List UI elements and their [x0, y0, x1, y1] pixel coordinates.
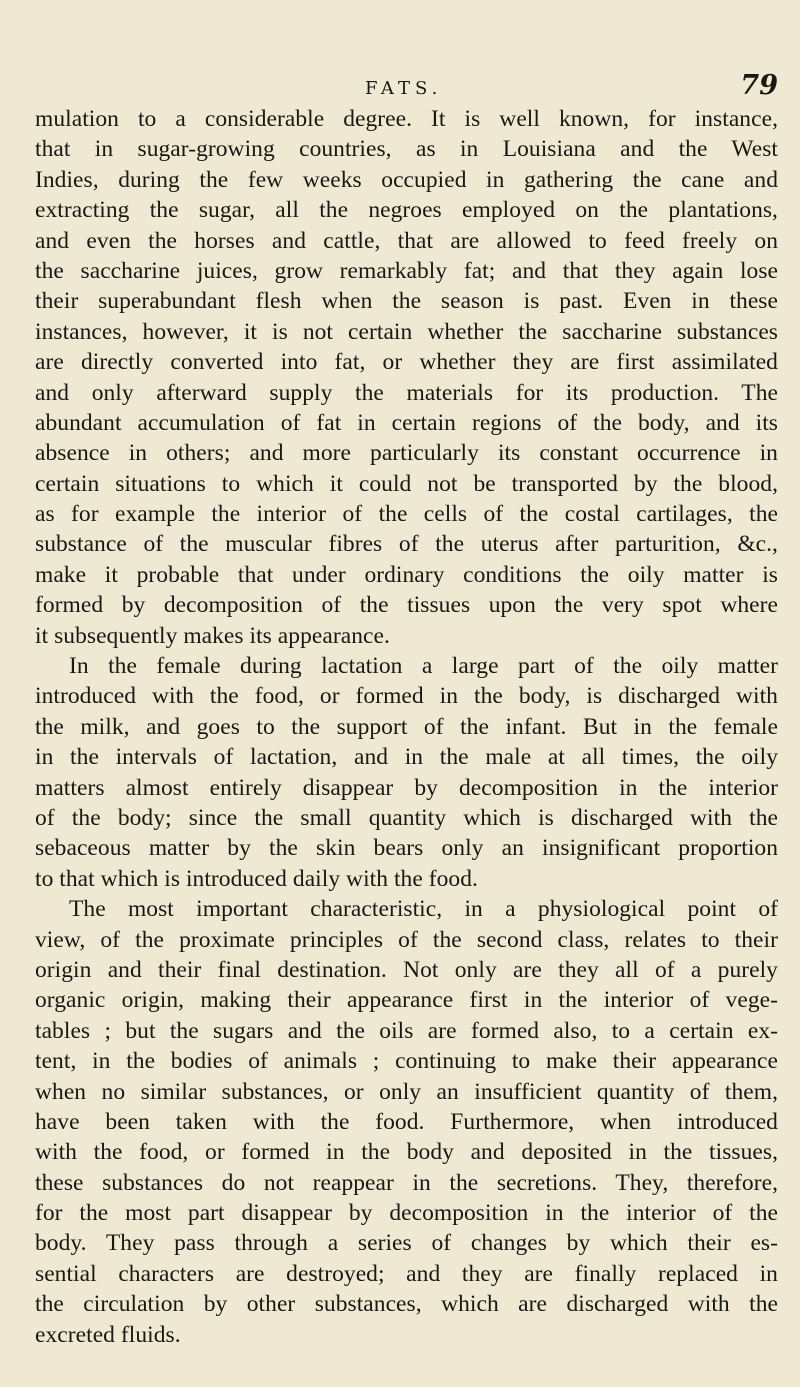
text-line: matters almost entirely disappear by decomposition in the interior	[35, 774, 778, 801]
text-line: it subsequently makes its appearance.	[35, 622, 390, 649]
text-line: when no similar substances, or only an insufficient quantity of them,	[35, 1078, 778, 1105]
text-line: and even the horses and cattle, that are allowed to feed freely on	[35, 227, 778, 254]
text-line: introduced with the food, or formed in the body, is discharged with	[35, 683, 778, 710]
text-line: are directly converted into fat, or whether they are first assimilated	[35, 349, 778, 376]
text-line: of the body; since the small quantity which is discharged with the	[35, 804, 778, 831]
text-line: certain situations to which it could not be transported by the blood,	[35, 470, 778, 497]
text-line: make it probable that under ordinary conditions the oily matter is	[35, 561, 778, 588]
text-line: tables ; but the sugars and the oils are formed also, to a certain ex-	[35, 1017, 778, 1044]
text-line: the milk, and goes to the support of the infant. But in the female	[35, 713, 778, 740]
text-line: The most important characteristic, in a physiological point of	[69, 896, 778, 923]
text-line: that in sugar-growing countries, as in Louisiana and the West	[35, 136, 778, 163]
running-head-title: FATS.	[365, 78, 443, 99]
text-line: instances, however, it is not certain whether the saccharine substances	[35, 318, 778, 345]
text-line: In the female during lactation a large part of the oily matter	[69, 653, 778, 680]
text-line: absence in others; and more particularly its constant occurrence in	[35, 440, 778, 467]
text-line: sebaceous matter by the skin bears only an insignificant proportion	[35, 835, 778, 862]
text-line: to that which is introduced daily with the food.	[35, 865, 478, 892]
text-line: for the most part disappear by decomposition in the interior of the	[35, 1200, 778, 1227]
body-text	[35, 104, 778, 1350]
text-line: Indies, during the few weeks occupied in gathering the cane and	[35, 166, 778, 193]
text-line: body. They pass through a series of changes by which their es-	[35, 1230, 778, 1257]
text-line: their superabundant flesh when the season is past. Even in these	[35, 288, 778, 315]
text-line: abundant accumulation of fat in certain regions of the body, and its	[35, 409, 778, 436]
text-line: these substances do not reappear in the secretions. They, therefore,	[35, 1169, 778, 1196]
text-line: the saccharine juices, grow remarkably fat; and that they again lose	[35, 257, 778, 284]
text-line: in the intervals of lactation, and in the male at all times, the oily	[35, 744, 778, 771]
text-line: excreted fluids.	[35, 1321, 181, 1348]
text-line: have been taken with the food. Furthermore, when introduced	[35, 1108, 778, 1135]
text-line: sential characters are destroyed; and they are finally replaced in	[35, 1260, 778, 1287]
text-line: extracting the sugar, all the negroes employed on the plantations,	[35, 197, 778, 224]
text-line: mulation to a considerable degree. It is well known, for instance,	[35, 106, 778, 132]
text-line: the circulation by other substances, which are discharged with the	[35, 1291, 778, 1318]
text-line: view, of the proximate principles of the second class, relates to their	[35, 926, 778, 953]
text-line: and only afterward supply the materials for its production. The	[35, 379, 778, 406]
text-line: substance of the muscular fibres of the uterus after parturition, &c.,	[35, 531, 778, 558]
text-line: as for example the interior of the cells of the costal cartilages, the	[35, 501, 778, 528]
page-number: 79	[740, 70, 778, 101]
text-line: origin and their final destination. Not only are they all of a purely	[35, 956, 778, 983]
text-line: formed by decomposition of the tissues upon the very spot where	[35, 592, 778, 619]
text-line: organic origin, making their appearance first in the interior of vege-	[35, 987, 778, 1014]
text-line: tent, in the bodies of animals ; continuing to make their appearance	[35, 1048, 778, 1075]
text-line: with the food, or formed in the body and deposited in the tissues,	[35, 1139, 778, 1166]
